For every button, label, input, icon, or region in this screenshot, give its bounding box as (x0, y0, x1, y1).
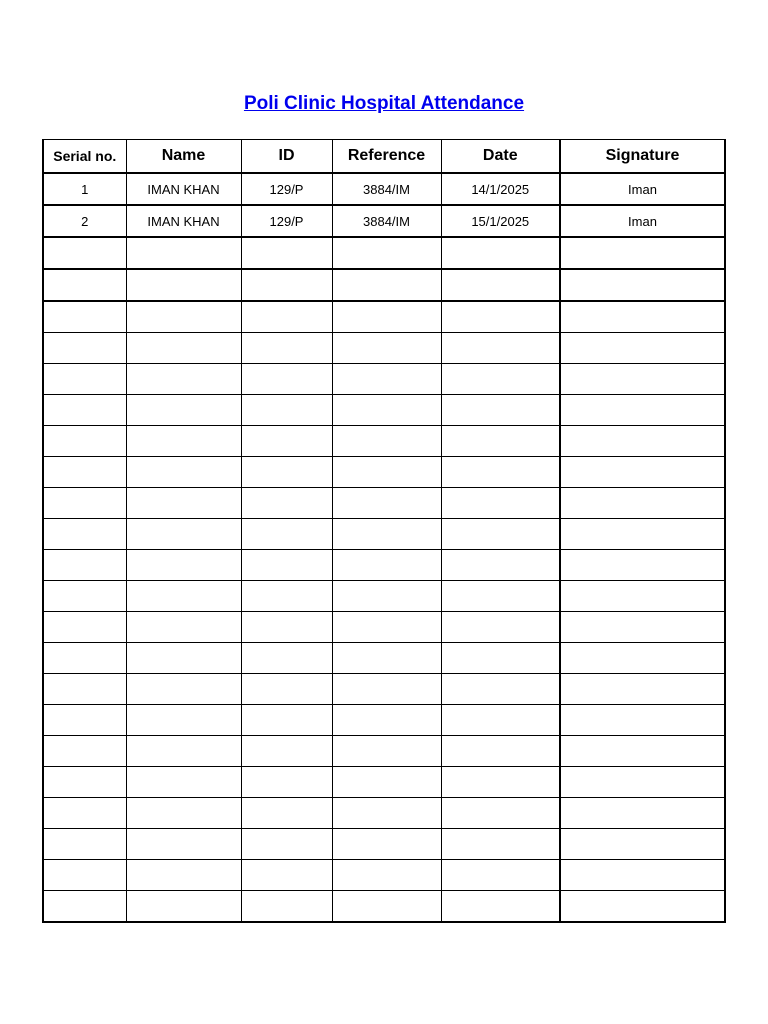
cell-date: 14/1/2025 (441, 173, 560, 205)
cell-reference (332, 860, 441, 891)
cell-signature (560, 767, 725, 798)
cell-serial-no (43, 550, 126, 581)
cell-reference (332, 736, 441, 767)
cell-signature (560, 829, 725, 860)
cell-signature (560, 426, 725, 457)
cell-serial-no (43, 798, 126, 829)
cell-date (441, 643, 560, 674)
cell-serial-no (43, 301, 126, 333)
cell-serial-no (43, 488, 126, 519)
cell-signature (560, 395, 725, 426)
cell-name (126, 674, 241, 705)
cell-date (441, 457, 560, 488)
cell-reference (332, 891, 441, 923)
cell-signature: Iman (560, 205, 725, 237)
cell-reference (332, 674, 441, 705)
table-row-blank (43, 333, 725, 364)
cell-id (241, 550, 332, 581)
table-row-blank (43, 705, 725, 736)
cell-signature (560, 705, 725, 736)
cell-serial-no (43, 581, 126, 612)
cell-id (241, 395, 332, 426)
cell-serial-no (43, 364, 126, 395)
cell-signature (560, 364, 725, 395)
cell-date (441, 237, 560, 269)
cell-serial-no (43, 426, 126, 457)
cell-id (241, 269, 332, 301)
cell-reference (332, 581, 441, 612)
cell-date (441, 333, 560, 364)
cell-date (441, 488, 560, 519)
table-row-blank (43, 550, 725, 581)
cell-reference (332, 705, 441, 736)
cell-name (126, 519, 241, 550)
cell-name (126, 612, 241, 643)
cell-id (241, 674, 332, 705)
cell-reference (332, 457, 441, 488)
cell-name (126, 333, 241, 364)
table-row-blank (43, 767, 725, 798)
cell-name (126, 891, 241, 923)
table-row (43, 205, 725, 237)
table-row-blank (43, 269, 725, 301)
cell-date (441, 891, 560, 923)
cell-date (441, 736, 560, 767)
cell-reference (332, 643, 441, 674)
cell-date (441, 395, 560, 426)
cell-id (241, 829, 332, 860)
cell-serial-no (43, 891, 126, 923)
cell-date (441, 364, 560, 395)
cell-signature (560, 798, 725, 829)
cell-date (441, 829, 560, 860)
cell-date (441, 519, 560, 550)
cell-signature (560, 269, 725, 301)
cell-serial-no (43, 705, 126, 736)
cell-id (241, 581, 332, 612)
cell-id (241, 860, 332, 891)
cell-name (126, 364, 241, 395)
cell-date (441, 301, 560, 333)
cell-signature (560, 612, 725, 643)
cell-reference (332, 237, 441, 269)
cell-date (441, 705, 560, 736)
cell-reference (332, 829, 441, 860)
cell-serial-no (43, 860, 126, 891)
table-row-blank (43, 457, 725, 488)
table-row (43, 173, 725, 205)
cell-id (241, 798, 332, 829)
table-row-blank (43, 301, 725, 333)
table-row-blank (43, 674, 725, 705)
cell-signature (560, 581, 725, 612)
cell-serial-no (43, 829, 126, 860)
cell-date (441, 581, 560, 612)
cell-serial-no: 1 (43, 173, 126, 205)
cell-name (126, 395, 241, 426)
cell-signature (560, 860, 725, 891)
table-row-blank (43, 426, 725, 457)
cell-id: 129/P (241, 173, 332, 205)
cell-name (126, 488, 241, 519)
table-row-blank (43, 519, 725, 550)
table-row-blank (43, 395, 725, 426)
cell-signature (560, 891, 725, 923)
cell-id (241, 612, 332, 643)
cell-signature (560, 519, 725, 550)
cell-reference (332, 798, 441, 829)
cell-id (241, 519, 332, 550)
table-row-blank (43, 364, 725, 395)
cell-serial-no (43, 612, 126, 643)
cell-name (126, 736, 241, 767)
cell-reference (332, 519, 441, 550)
cell-id (241, 767, 332, 798)
cell-name (126, 457, 241, 488)
header-id: ID (241, 140, 332, 174)
header-name: Name (126, 140, 241, 174)
cell-serial-no (43, 519, 126, 550)
cell-reference (332, 364, 441, 395)
cell-reference (332, 767, 441, 798)
table-row-blank (43, 488, 725, 519)
cell-name (126, 860, 241, 891)
cell-id (241, 364, 332, 395)
cell-date (441, 426, 560, 457)
table-row-blank (43, 612, 725, 643)
cell-reference (332, 550, 441, 581)
cell-signature (560, 301, 725, 333)
table-row-blank (43, 829, 725, 860)
cell-signature (560, 457, 725, 488)
cell-date (441, 269, 560, 301)
table-row-blank (43, 736, 725, 767)
cell-id (241, 705, 332, 736)
table-row-blank (43, 798, 725, 829)
cell-date (441, 798, 560, 829)
cell-signature (560, 736, 725, 767)
cell-serial-no (43, 767, 126, 798)
cell-serial-no (43, 269, 126, 301)
cell-signature (560, 674, 725, 705)
cell-serial-no (43, 674, 126, 705)
header-date: Date (441, 140, 560, 174)
table-row-blank (43, 581, 725, 612)
cell-id (241, 891, 332, 923)
cell-id: 129/P (241, 205, 332, 237)
cell-serial-no (43, 395, 126, 426)
header-row (43, 140, 725, 174)
cell-date (441, 550, 560, 581)
cell-id (241, 426, 332, 457)
table-row-blank (43, 891, 725, 923)
cell-signature (560, 550, 725, 581)
cell-id (241, 643, 332, 674)
cell-signature (560, 488, 725, 519)
cell-name (126, 301, 241, 333)
table-row-blank (43, 237, 725, 269)
cell-reference (332, 426, 441, 457)
cell-name: IMAN KHAN (126, 205, 241, 237)
cell-reference (332, 301, 441, 333)
cell-serial-no: 2 (43, 205, 126, 237)
cell-name (126, 798, 241, 829)
cell-date: 15/1/2025 (441, 205, 560, 237)
cell-id (241, 237, 332, 269)
cell-name: IMAN KHAN (126, 173, 241, 205)
cell-reference (332, 269, 441, 301)
cell-reference (332, 488, 441, 519)
header-reference: Reference (332, 140, 441, 174)
cell-id (241, 333, 332, 364)
cell-signature (560, 237, 725, 269)
cell-reference: 3884/IM (332, 173, 441, 205)
page-title: Poli Clinic Hospital Attendance (243, 93, 525, 114)
cell-reference: 3884/IM (332, 205, 441, 237)
header-serial-no: Serial no. (43, 140, 126, 174)
cell-signature: Iman (560, 173, 725, 205)
cell-date (441, 674, 560, 705)
cell-reference (332, 333, 441, 364)
cell-reference (332, 612, 441, 643)
header-signature: Signature (560, 140, 725, 174)
cell-name (126, 426, 241, 457)
cell-serial-no (43, 643, 126, 674)
cell-signature (560, 333, 725, 364)
cell-id (241, 488, 332, 519)
cell-name (126, 643, 241, 674)
cell-serial-no (43, 736, 126, 767)
cell-name (126, 767, 241, 798)
table-row-blank (43, 643, 725, 674)
cell-date (441, 612, 560, 643)
cell-serial-no (43, 457, 126, 488)
table-row-blank (43, 860, 725, 891)
attendance-table (42, 139, 726, 923)
cell-name (126, 581, 241, 612)
cell-name (126, 829, 241, 860)
cell-serial-no (43, 333, 126, 364)
cell-date (441, 767, 560, 798)
cell-name (126, 269, 241, 301)
cell-name (126, 550, 241, 581)
cell-date (441, 860, 560, 891)
cell-id (241, 736, 332, 767)
cell-reference (332, 395, 441, 426)
cell-signature (560, 643, 725, 674)
cell-name (126, 237, 241, 269)
cell-serial-no (43, 237, 126, 269)
cell-id (241, 301, 332, 333)
cell-id (241, 457, 332, 488)
cell-name (126, 705, 241, 736)
